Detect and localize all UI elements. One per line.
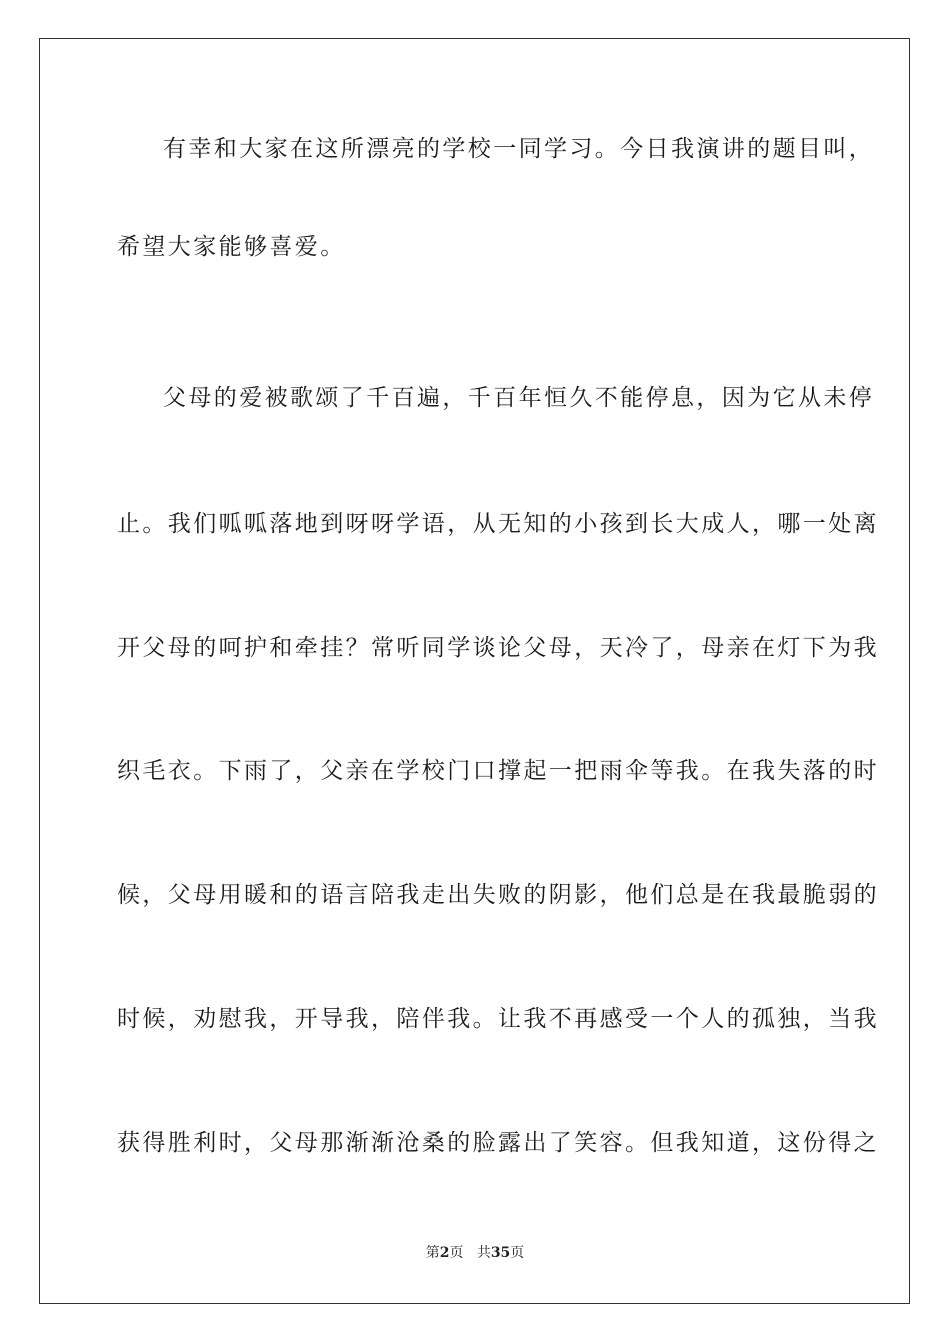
page-footer [0, 1244, 950, 1262]
paragraph-line: 获得胜利时，父母那渐渐沧桑的脸露出了笑容。但我知道，这份得之 [117, 1130, 879, 1156]
paragraph-line: 希望大家能够喜爱。 [117, 234, 346, 260]
page-prefix: 第 [425, 1245, 440, 1261]
paragraph-line: 织毛衣。下雨了，父亲在学校门口撑起一把雨伞等我。在我失落的时 [117, 758, 879, 784]
page-suffix: 页 [449, 1245, 464, 1261]
total-prefix: 共 [476, 1245, 491, 1261]
paragraph-line: 时候，劝慰我，开导我，陪伴我。让我不再感受一个人的孤独，当我 [117, 1006, 879, 1032]
page-number: 2 [439, 1245, 450, 1261]
total-pages: 35 [490, 1245, 511, 1261]
paragraph-line: 候，父母用暖和的语言陪我走出失败的阴影，他们总是在我最脆弱的 [117, 882, 879, 908]
total-suffix: 页 [510, 1245, 525, 1261]
paragraph-line: 有幸和大家在这所漂亮的学校一同学习。今日我演讲的题目叫， [163, 136, 875, 162]
paragraph-line: 开父母的呵护和牵挂？常听同学谈论父母，天冷了，母亲在灯下为我 [117, 635, 879, 661]
page-border [39, 38, 910, 1304]
paragraph-line: 父母的爱被歌颂了千百遍，千百年恒久不能停息，因为它从未停 [163, 385, 875, 411]
paragraph-line: 止。我们呱呱落地到呀呀学语，从无知的小孩到长大成人，哪一处离 [117, 511, 879, 537]
